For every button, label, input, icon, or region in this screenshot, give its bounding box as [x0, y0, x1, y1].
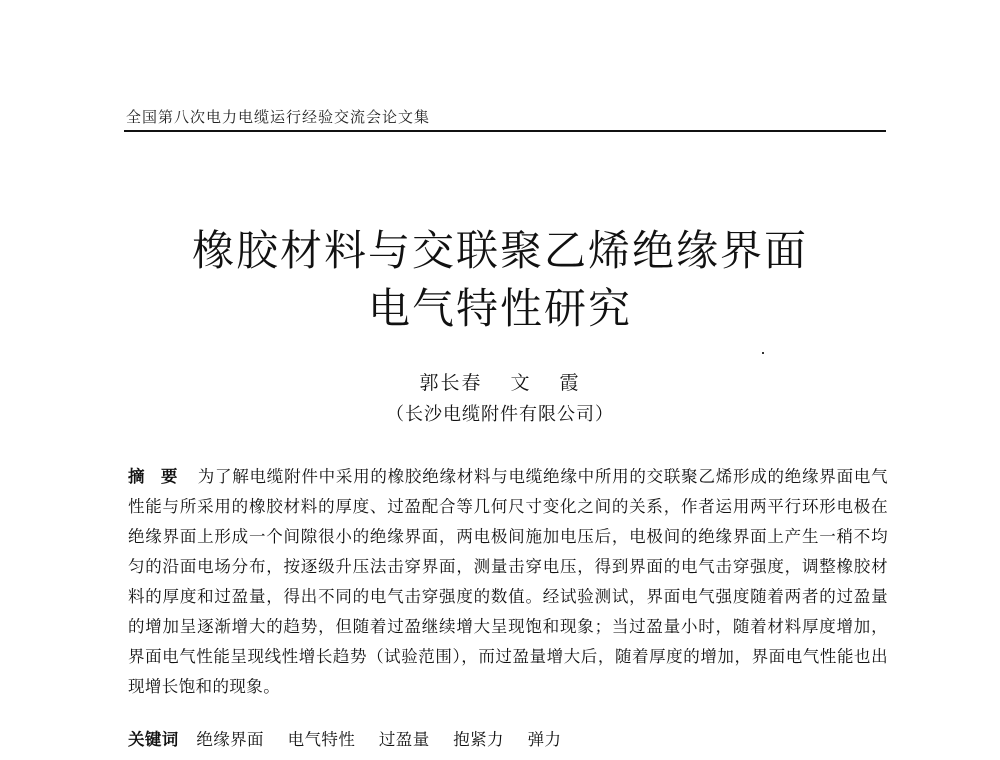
affiliation: （长沙电缆附件有限公司） — [386, 404, 614, 425]
keyword-item: 弹力 — [527, 730, 562, 749]
header-rule — [124, 130, 886, 132]
abstract — [128, 462, 888, 702]
keyword-item: 电气特性 — [287, 730, 356, 749]
abstract-text: 为了解电缆附件中采用的橡胶绝缘材料与电缆绝缘中所用的交联聚乙烯形成的绝缘界面电气性能与所采用的橡胶材料的厚度、过盈配合等几何尺寸变化之间的关系，作者运用两平行环形电极在绝缘界面上形成一个间隙很小的绝缘界面，两电极间施加电压后，电极间的绝缘界面上产生一稍不均匀的沿面电场分布，按逐级升压法击穿界面，测量击穿电压，得到界面的电气击穿强度，调整橡胶材料的厚度和过盈量，得出不同的电气击穿强度的数值。经试验测试，界面电气强度随着两者的过盈量的增加呈逐渐增大的趋势，但随着过盈继续增大呈现饱和现象；当过盈量小时，随着材料厚度增加，界面电气性能呈现线性增长趋势（试验范围），而过盈量增大后，随着厚度的增加，界面电气性能也出现增长饱和的现象。 — [128, 467, 889, 696]
paper-title-line-1: 橡胶材料与交联聚乙烯绝缘界面 — [191, 226, 808, 275]
keywords — [128, 725, 888, 755]
scan-speck — [762, 352, 764, 354]
keywords-label: 关键词 — [128, 730, 179, 749]
running-header: 全国第八次电力电缆运行经验交流会论文集 — [126, 108, 431, 126]
keyword-item: 过盈量 — [378, 730, 430, 749]
keyword-item: 抱紧力 — [453, 730, 504, 749]
paper-title-line-2: 电气特性研究 — [367, 284, 632, 333]
abstract-label: 摘要 — [128, 467, 194, 486]
authors: 郭长春 文 霞 — [419, 372, 581, 394]
keyword-item: 绝缘界面 — [196, 730, 264, 749]
